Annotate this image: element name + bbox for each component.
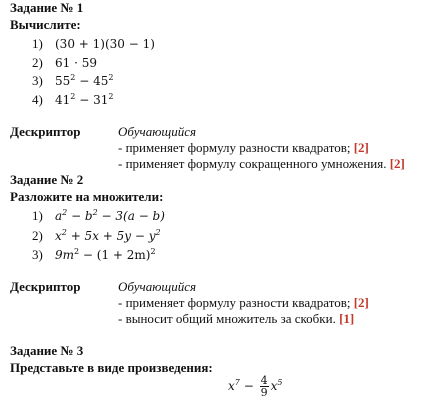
task3-instruction: Представьте в виде произведения: xyxy=(10,360,213,375)
score-badge: [2] xyxy=(353,140,369,155)
task2-criterion-1: - применяет формулу разности квадратов; [2] xyxy=(118,295,369,310)
task1-item2-num: 2) xyxy=(32,55,43,70)
task1-item1-num: 1) xyxy=(32,36,43,51)
task2-item1-expr: $a^2 - b^2 - 3(a - b)$ xyxy=(55,208,165,223)
task2-item3-expr: $9m^2 - (1 + 2m)^2$ xyxy=(55,247,156,262)
task2-descriptor-label: Дескриптор xyxy=(10,279,81,294)
task2-item1-num: 1) xyxy=(32,208,43,223)
task2-instruction: Разложите на множители: xyxy=(10,189,164,204)
task1-item1-expr: (30 + 1)(30 − 1) xyxy=(55,37,155,51)
task2-student-label: Обучающийся xyxy=(118,279,197,294)
task1-student-label: Обучающийся xyxy=(118,124,197,139)
task2-item2-expr: $x^2 + 5x + 5y - y^2$ xyxy=(55,228,161,243)
task1-criterion-1: - применяет формулу разности квадратов; [2] xyxy=(118,140,369,155)
task3-title: Задание № 3 xyxy=(10,343,84,358)
score-badge: [1] xyxy=(339,311,355,326)
task1-item3-expr: $55^2 - 45^2$ xyxy=(55,73,114,88)
task1-item2-expr: 61 · 59 xyxy=(55,56,97,70)
score-badge: [2] xyxy=(353,295,369,310)
task1-title: Задание № 1 xyxy=(10,0,84,15)
task1-instruction: Вычислите: xyxy=(10,17,81,32)
task1-item4-num: 4) xyxy=(32,92,43,107)
task2-item3-num: 3) xyxy=(32,247,43,262)
task3-expression: $x^7$ − $\frac{4}{9}$ $x^5$ xyxy=(228,374,283,399)
task1-descriptor-label: Дескриптор xyxy=(10,124,81,139)
task1-item4-expr: $41^2 - 31^2$ xyxy=(55,92,114,107)
task2-title: Задание № 2 xyxy=(10,172,84,187)
task2-item2-num: 2) xyxy=(32,228,43,243)
task1-criterion-2: - применяет формулу сокращенного умножения. [2] xyxy=(118,156,405,171)
task2-criterion-2: - выносит общий множитель за скобки. [1] xyxy=(118,311,355,326)
score-badge: [2] xyxy=(389,156,405,171)
task1-item3-num: 3) xyxy=(32,73,43,88)
fraction: $\frac{4}{9}$ xyxy=(260,374,268,399)
